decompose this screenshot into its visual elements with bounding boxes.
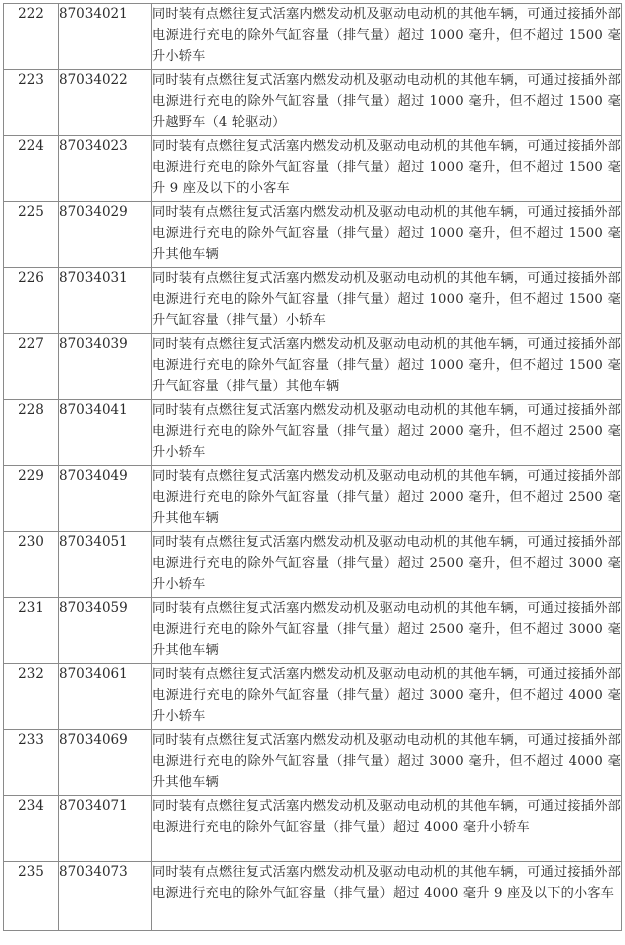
- row-number: 228: [4, 400, 59, 466]
- commodity-code: 87034021: [59, 4, 152, 70]
- row-number: 222: [4, 4, 59, 70]
- table-row: [4, 202, 622, 268]
- commodity-code: 87034022: [59, 70, 152, 136]
- commodity-description: 同时装有点燃往复式活塞内燃发动机及驱动电动机的其他车辆，可通过接插外部电源进行充电的除外气缸容量（排气量）超过 1000 毫升，但不超过 1500 毫升小轿车: [152, 4, 622, 70]
- commodity-code: 87034069: [59, 730, 152, 796]
- table-row: [4, 664, 622, 730]
- row-number: 223: [4, 70, 59, 136]
- commodity-description: 同时装有点燃往复式活塞内燃发动机及驱动电动机的其他车辆，可通过接插外部电源进行充电的除外气缸容量（排气量）超过 1000 毫升，但不超过 1500 毫升越野车（4 轮驱动）: [152, 70, 622, 136]
- table-row: [4, 136, 622, 202]
- row-number: 229: [4, 466, 59, 532]
- commodity-description: 同时装有点燃往复式活塞内燃发动机及驱动电动机的其他车辆，可通过接插外部电源进行充电的除外气缸容量（排气量）超过 4000 毫升 9 座及以下的小客车: [152, 862, 622, 931]
- table-row: [4, 4, 622, 70]
- table-row: [4, 796, 622, 862]
- table-row: [4, 532, 622, 598]
- table-row: [4, 466, 622, 532]
- commodity-description: 同时装有点燃往复式活塞内燃发动机及驱动电动机的其他车辆，可通过接插外部电源进行充电的除外气缸容量（排气量）超过 2500 毫升，但不超过 3000 毫升其他车辆: [152, 598, 622, 664]
- commodity-description: 同时装有点燃往复式活塞内燃发动机及驱动电动机的其他车辆，可通过接插外部电源进行充电的除外气缸容量（排气量）超过 1000 毫升，但不超过 1500 毫升气缸容量（排气量）小轿车: [152, 268, 622, 334]
- table-row: [4, 862, 622, 931]
- commodity-code: 87034051: [59, 532, 152, 598]
- row-number: 231: [4, 598, 59, 664]
- table-row: [4, 70, 622, 136]
- commodity-code: 87034059: [59, 598, 152, 664]
- table-row: [4, 598, 622, 664]
- table-row: [4, 400, 622, 466]
- commodity-description: 同时装有点燃往复式活塞内燃发动机及驱动电动机的其他车辆，可通过接插外部电源进行充电的除外气缸容量（排气量）超过 4000 毫升小轿车: [152, 796, 622, 862]
- row-number: 227: [4, 334, 59, 400]
- row-number: 233: [4, 730, 59, 796]
- commodity-code: 87034061: [59, 664, 152, 730]
- commodity-description: 同时装有点燃往复式活塞内燃发动机及驱动电动机的其他车辆，可通过接插外部电源进行充电的除外气缸容量（排气量）超过 1000 毫升，但不超过 1500 毫升气缸容量（排气量）其他车辆: [152, 334, 622, 400]
- commodity-code: 87034023: [59, 136, 152, 202]
- row-number: 224: [4, 136, 59, 202]
- commodity-description: 同时装有点燃往复式活塞内燃发动机及驱动电动机的其他车辆，可通过接插外部电源进行充电的除外气缸容量（排气量）超过 1000 毫升，但不超过 1500 毫升 9 座及以下的小客车: [152, 136, 622, 202]
- table-row: [4, 730, 622, 796]
- row-number: 230: [4, 532, 59, 598]
- commodity-description: 同时装有点燃往复式活塞内燃发动机及驱动电动机的其他车辆，可通过接插外部电源进行充电的除外气缸容量（排气量）超过 2500 毫升，但不超过 3000 毫升小轿车: [152, 532, 622, 598]
- row-number: 235: [4, 862, 59, 931]
- commodity-description: 同时装有点燃往复式活塞内燃发动机及驱动电动机的其他车辆，可通过接插外部电源进行充电的除外气缸容量（排气量）超过 3000 毫升，但不超过 4000 毫升其他车辆: [152, 730, 622, 796]
- row-number: 226: [4, 268, 59, 334]
- commodity-description: 同时装有点燃往复式活塞内燃发动机及驱动电动机的其他车辆，可通过接插外部电源进行充电的除外气缸容量（排气量）超过 1000 毫升，但不超过 1500 毫升其他车辆: [152, 202, 622, 268]
- commodity-code: 87034073: [59, 862, 152, 931]
- commodity-code: 87034031: [59, 268, 152, 334]
- row-number: 232: [4, 664, 59, 730]
- row-number: 234: [4, 796, 59, 862]
- commodity-code: 87034029: [59, 202, 152, 268]
- commodity-code: 87034041: [59, 400, 152, 466]
- commodity-code: 87034071: [59, 796, 152, 862]
- commodity-code: 87034039: [59, 334, 152, 400]
- row-number: 225: [4, 202, 59, 268]
- commodity-description: 同时装有点燃往复式活塞内燃发动机及驱动电动机的其他车辆，可通过接插外部电源进行充电的除外气缸容量（排气量）超过 2000 毫升，但不超过 2500 毫升其他车辆: [152, 466, 622, 532]
- commodity-description: 同时装有点燃往复式活塞内燃发动机及驱动电动机的其他车辆，可通过接插外部电源进行充电的除外气缸容量（排气量）超过 3000 毫升，但不超过 4000 毫升小轿车: [152, 664, 622, 730]
- commodity-code: 87034049: [59, 466, 152, 532]
- tariff-table: [3, 3, 622, 931]
- table-row: [4, 268, 622, 334]
- table-row: [4, 334, 622, 400]
- commodity-description: 同时装有点燃往复式活塞内燃发动机及驱动电动机的其他车辆，可通过接插外部电源进行充电的除外气缸容量（排气量）超过 2000 毫升，但不超过 2500 毫升小轿车: [152, 400, 622, 466]
